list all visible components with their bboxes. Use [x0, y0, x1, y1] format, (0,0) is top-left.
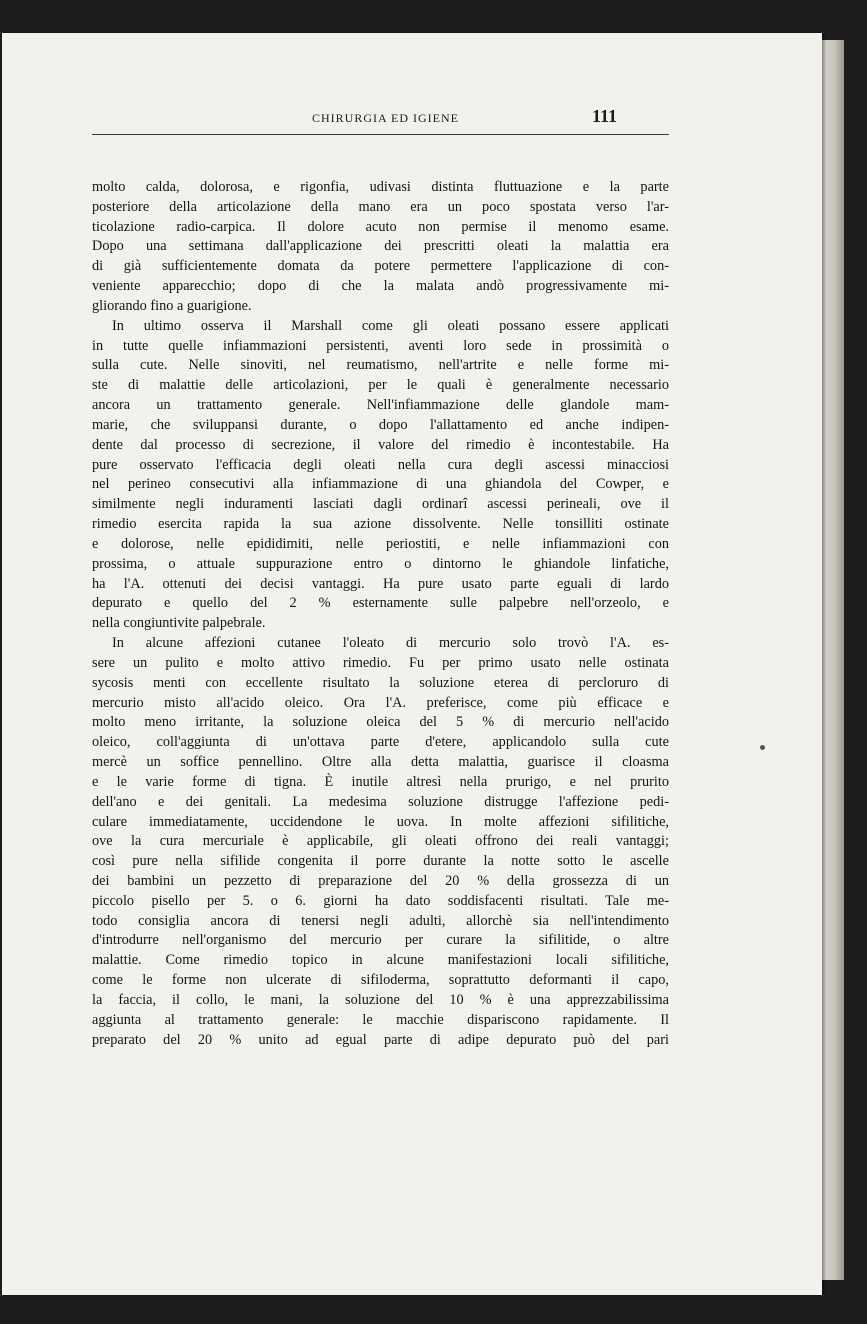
- text-line: molto calda, dolorosa, e rigonfia, udivasi distinta fluttuazione e la parte: [92, 179, 669, 195]
- text-line: e dolorose, nelle epididimiti, nelle periostiti, e nelle infiammazioni con: [92, 535, 669, 552]
- text-line: veniente apparecchio; dopo di che la malata andò progressivamente mi-: [92, 278, 669, 295]
- page-edge-strip: [820, 40, 844, 1280]
- text-line: la faccia, il collo, le mani, la soluzione del 10 % è una apprezzabilissima: [92, 991, 669, 1008]
- text-line: depurato e quello del 2 % esternamente sulle palpebre nell'orzeolo, e: [92, 595, 669, 612]
- running-title: CHIRURGIA ED IGIENE: [312, 111, 459, 125]
- text-line: Dopo una settimana dall'applicazione dei prescritti oleati la malattia era: [92, 238, 669, 255]
- text-line: oleico, coll'aggiunta di un'ottava parte d'etere, applicandolo sulla cute: [92, 734, 669, 751]
- text-line: dell'ano e dei genitali. La medesima soluzione distrugge l'affezione pedi-: [92, 793, 669, 810]
- text-line: posteriore della articolazione della mano era un poco spostata verso l'ar-: [92, 198, 669, 215]
- text-line: piccolo pisello per 5. o 6. giorni ha dato soddisfacenti risultati. Tale me-: [92, 892, 669, 909]
- text-line: nel perineo consecutivi alla infiammazione di una ghiandola del Cowper, e: [92, 476, 669, 493]
- text-line: così pure nella sifilide congenita il porre durante la notte sotto le ascelle: [92, 853, 669, 870]
- text-line: culare immediatamente, uccidendone le uova. In molte affezioni sifilitiche,: [92, 813, 669, 830]
- text-line: mercurio misto all'acido oleico. Ora l'A. preferisce, come più efficace e: [92, 694, 669, 711]
- text-line: ste di malattie delle articolazioni, per le quali è generalmente necessario: [92, 377, 669, 394]
- text-line: todo consiglia ancora di tenersi negli adulti, allorchè sia nell'intendimento: [92, 912, 669, 929]
- text-line: e le varie forme di tigna. È inutile altresì nella prurigo, e nel prurito: [92, 773, 669, 790]
- text-line: molto meno irritante, la soluzione oleica del 5 % di mercurio nell'acido: [92, 714, 669, 731]
- text-line: sere un pulito e molto attivo rimedio. Fu per primo usato nelle ostinata: [92, 654, 669, 671]
- text-line: mercè un soffice pennellino. Oltre alla detta malattia, guarisce il cloasma: [92, 754, 669, 771]
- text-line: ticolazione radio-carpica. Il dolore acuto non permise il menomo esame.: [92, 218, 669, 235]
- page-number: 111: [591, 106, 617, 126]
- text-line: In alcune affezioni cutanee l'oleato di mercurio solo trovò l'A. es-: [112, 635, 669, 652]
- page-header: [92, 104, 669, 135]
- text-line: prossima, o attuale suppurazione entro o dintorno le ghiandole linfatiche,: [92, 555, 669, 572]
- text-line: di già sufficientemente domata da potere permettere l'applicazione di con-: [92, 258, 669, 275]
- text-line: pure osservato l'efficacia degli oleati nella cura degli ascessi minacciosi: [92, 456, 669, 473]
- text-line: In ultimo osserva il Marshall come gli oleati possano essere applicati: [112, 317, 669, 334]
- text-line: sycosis menti con eccellente risultato la soluzione eterea di percloruro di: [92, 674, 669, 691]
- text-line: ove la cura mercuriale è applicabile, gli oleati offrono dei reali vantaggi;: [92, 833, 669, 850]
- text-line: nella congiuntivite palpebrale.: [92, 615, 266, 632]
- text-line: similmente negli induramenti lasciati dagli ordinarî ascessi perineali, ove il: [92, 496, 669, 513]
- paper-speck: [760, 745, 765, 750]
- text-line: in tutte quelle infiammazioni persistenti, aventi loro sede in prossimità o: [92, 337, 669, 354]
- text-line: gliorando fino a guarigione.: [92, 297, 252, 314]
- text-line: aggiunta al trattamento generale: le macchie dispariscono rapidamente. Il: [92, 1011, 669, 1028]
- body-text: [92, 178, 669, 1050]
- text-line: preparato del 20 % unito ad egual parte di adipe depurato può del pari: [92, 1031, 669, 1048]
- text-line: d'introdurre nell'organismo del mercurio per curare la sifilitide, o altre: [92, 932, 669, 949]
- text-line: marie, che sviluppansi durante, o dopo l'allattamento ed anche indipen-: [92, 416, 669, 433]
- text-line: come le forme non ulcerate di sifiloderma, soprattutto deformanti il capo,: [92, 972, 669, 989]
- text-line: dei bambini un pezzetto di preparazione del 20 % della grossezza di un: [92, 872, 669, 889]
- text-line: rimedio esercita rapida la sua azione dissolvente. Nelle tonsilliti ostinate: [92, 516, 669, 533]
- text-line: ancora un trattamento generale. Nell'infiammazione delle glandole mam-: [92, 397, 669, 414]
- text-line: malattie. Come rimedio topico in alcune manifestazioni locali sifilitiche,: [92, 952, 669, 969]
- text-line: ha l'A. ottenuti dei decisi vantaggi. Ha pure usato parte eguali di lardo: [92, 575, 669, 592]
- text-line: sulla cute. Nelle sinoviti, nel reumatismo, nell'artrite e nelle forme mi-: [92, 357, 669, 374]
- text-line: dente dal processo di secrezione, il valore del rimedio è incontestabile. Ha: [92, 436, 669, 453]
